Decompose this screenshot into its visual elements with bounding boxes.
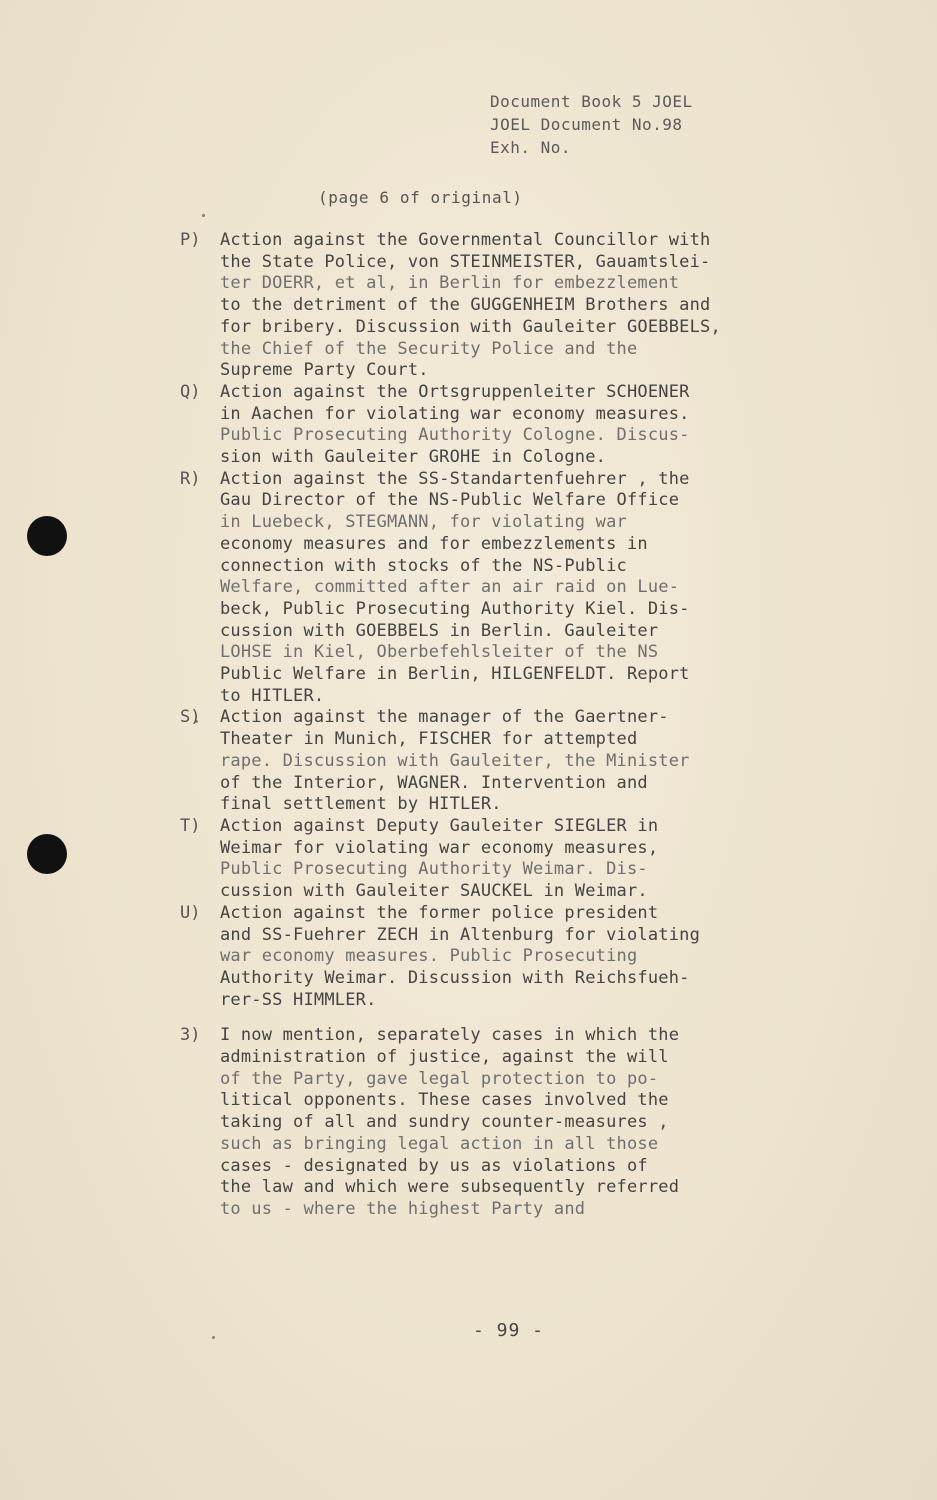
item-text xyxy=(220,469,790,708)
header-line-2: JOEL Document No.98 xyxy=(490,115,683,134)
text-line: Action against the former police president xyxy=(220,902,659,923)
item-label: T) xyxy=(180,815,201,836)
page-number: - 99 - xyxy=(473,1320,545,1341)
text-line: Theater in Munich, FISCHER for attempted xyxy=(220,729,638,750)
text-line: economy measures and for embezzlements in xyxy=(220,533,648,554)
punch-hole-upper xyxy=(27,516,67,556)
text-line: sion with Gauleiter GROHE in Cologne. xyxy=(220,447,607,468)
punch-hole-lower xyxy=(27,834,67,874)
item-text xyxy=(220,707,790,816)
header-line-3: Exh. No. xyxy=(490,138,572,157)
text-line: the State Police, von STEINMEISTER, Gauamtslei- xyxy=(220,251,711,272)
list-item xyxy=(180,382,790,469)
list-item xyxy=(180,1025,790,1220)
text-line: Gau Director of the NS-Public Welfare Office xyxy=(220,490,680,511)
text-line: LOHSE in Kiel, Oberbefehlsleiter of the NS xyxy=(220,642,659,663)
text-line: rer-SS HIMMLER. xyxy=(220,989,377,1010)
paper-speck xyxy=(212,1336,215,1339)
list-item xyxy=(180,816,790,903)
list-item xyxy=(180,230,790,382)
text-line: Welfare, committed after an air raid on Lue- xyxy=(220,577,680,598)
text-line: ter DOERR, et al, in Berlin for embezzlement xyxy=(220,273,680,294)
list-item xyxy=(180,707,790,816)
text-line: in Luebeck, STEGMANN, for violating war xyxy=(220,512,627,533)
text-line: Authority Weimar. Discussion with Reichsfueh- xyxy=(220,967,690,988)
text-line: of the Interior, WAGNER. Intervention and xyxy=(220,772,648,793)
text-line: Public Prosecuting Authority Weimar. Dis- xyxy=(220,859,648,880)
text-line: in Aachen for violating war economy measures. xyxy=(220,403,690,424)
text-line: to the detriment of the GUGGENHEIM Brothers and xyxy=(220,295,711,316)
item-text xyxy=(220,382,790,469)
item-text xyxy=(220,1025,790,1220)
text-line: war economy measures. Public Prosecuting xyxy=(220,946,638,967)
item-label: Q) xyxy=(180,381,201,402)
text-line: taking of all and sundry counter-measures , xyxy=(220,1112,669,1133)
text-line: the law and which were subsequently referred xyxy=(220,1177,680,1198)
item-label: R) xyxy=(180,468,201,489)
text-line: Public Prosecuting Authority Cologne. Discus- xyxy=(220,425,690,446)
text-line: Supreme Party Court. xyxy=(220,360,429,381)
text-line: beck, Public Prosecuting Authority Kiel. Dis- xyxy=(220,598,690,619)
item-label: U) xyxy=(180,902,201,923)
header-line-1: Document Book 5 JOEL xyxy=(490,92,693,111)
text-line: final settlement by HITLER. xyxy=(220,794,502,815)
text-line: cases - designated by us as violations of xyxy=(220,1155,648,1176)
text-line: and SS-Fuehrer ZECH in Altenburg for violating xyxy=(220,924,701,945)
list-item xyxy=(180,469,790,708)
text-line: cussion with GOEBBELS in Berlin. Gauleiter xyxy=(220,620,659,641)
item-label: S) xyxy=(180,707,201,728)
page-subtitle: (page 6 of original) xyxy=(318,188,523,207)
item-label: P) xyxy=(180,230,201,250)
text-line: litical opponents. These cases involved the xyxy=(220,1090,669,1111)
text-line: Action against the Ortsgruppenleiter SCHOENER xyxy=(220,381,690,402)
text-line: Action against Deputy Gauleiter SIEGLER in xyxy=(220,815,659,836)
text-line: Action against the SS-Standartenfuehrer , the xyxy=(220,468,690,489)
text-line: Weimar for violating war economy measures, xyxy=(220,837,659,858)
document-header xyxy=(490,90,693,159)
text-line: rape. Discussion with Gauleiter, the Minister xyxy=(220,750,690,771)
text-line: the Chief of the Security Police and the xyxy=(220,338,638,359)
item-text xyxy=(220,816,790,903)
item-text xyxy=(220,903,790,1012)
item-list xyxy=(180,230,790,1221)
item-text xyxy=(220,230,790,382)
list-item xyxy=(180,903,790,1012)
text-line: to HITLER. xyxy=(220,685,325,706)
text-line: such as bringing legal action in all those xyxy=(220,1133,659,1154)
text-line: connection with stocks of the NS-Public xyxy=(220,555,627,576)
text-line: Public Welfare in Berlin, HILGENFELDT. Report xyxy=(220,664,690,685)
item-label: 3) xyxy=(180,1025,201,1046)
section-gap xyxy=(180,1011,790,1025)
text-line: cussion with Gauleiter SAUCKEL in Weimar. xyxy=(220,881,648,902)
text-line: Action against the Governmental Councillor with xyxy=(220,230,711,250)
text-line: Action against the manager of the Gaertner- xyxy=(220,707,669,728)
text-line: to us - where the highest Party and xyxy=(220,1198,586,1219)
text-line: administration of justice, against the will xyxy=(220,1047,669,1068)
text-line: for bribery. Discussion with Gauleiter GOEBBELS, xyxy=(220,316,721,337)
paper-speck xyxy=(202,214,205,217)
text-line: of the Party, gave legal protection to po- xyxy=(220,1068,659,1089)
text-line: I now mention, separately cases in which the xyxy=(220,1025,680,1046)
